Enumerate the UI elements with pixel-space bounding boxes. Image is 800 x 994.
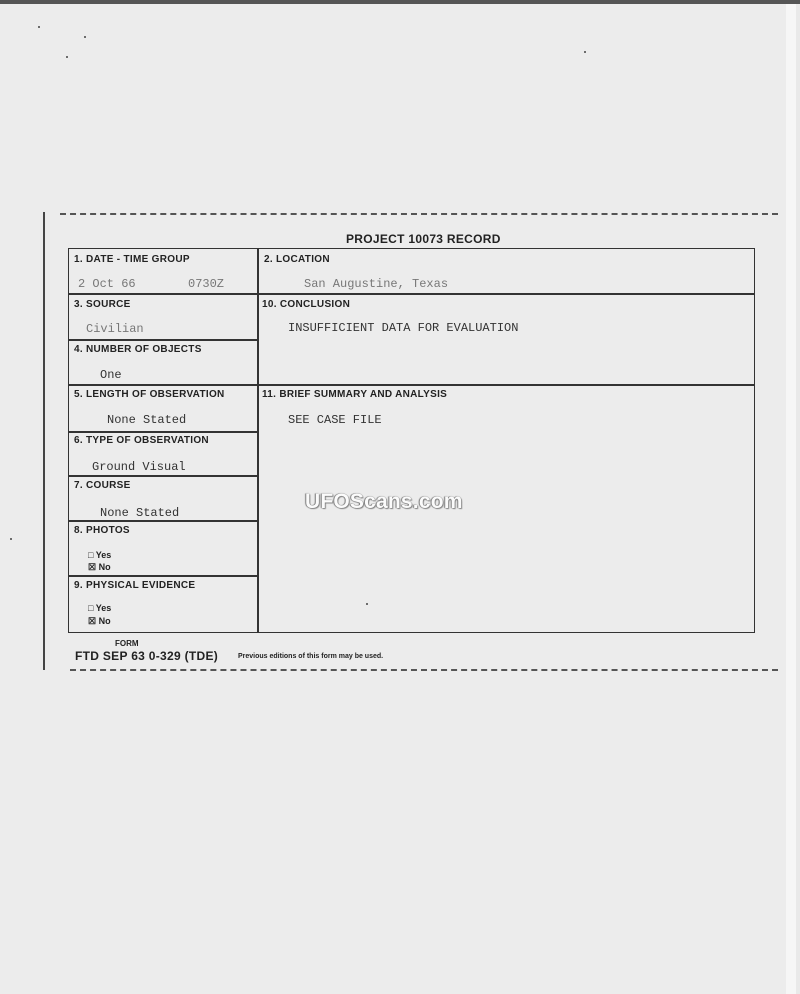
row-divider: [257, 384, 754, 386]
date-value: 2 Oct 66: [78, 277, 136, 291]
row-divider: [69, 431, 259, 433]
row-divider: [257, 293, 754, 295]
scan-speck: [584, 51, 586, 53]
physical-evidence-label: 9. PHYSICAL EVIDENCE: [74, 580, 196, 591]
conclusion-value: INSUFFICIENT DATA FOR EVALUATION: [288, 321, 519, 335]
footer-form-code: FTD SEP 63 0-329 (TDE): [75, 649, 219, 663]
photos-label: 8. PHOTOS: [74, 525, 130, 536]
brief-summary-value: SEE CASE FILE: [288, 413, 382, 427]
brief-summary-label: 11. BRIEF SUMMARY AND ANALYSIS: [262, 389, 448, 400]
time-value: 0730Z: [188, 277, 225, 291]
scan-speck: [66, 56, 68, 58]
type-of-observation-label: 6. TYPE OF OBSERVATION: [74, 435, 209, 446]
scan-top-edge: [0, 0, 800, 4]
number-of-objects-value: One: [100, 368, 122, 382]
source-label: 3. SOURCE: [74, 299, 131, 310]
location-value: San Augustine, Texas: [304, 277, 449, 291]
footer-note: Previous editions of this form may be used.: [238, 653, 384, 660]
length-of-observation-value: None Stated: [107, 413, 187, 427]
course-value: None Stated: [100, 506, 180, 520]
form-title: PROJECT 10073 RECORD: [346, 232, 501, 246]
date-time-label: 1. DATE - TIME GROUP: [74, 254, 190, 265]
row-divider: [69, 575, 259, 577]
row-divider: [69, 293, 259, 295]
location-label: 2. LOCATION: [264, 254, 330, 265]
source-value: Civilian: [86, 322, 144, 336]
row-divider: [69, 475, 259, 477]
form-bottom-border: [70, 669, 778, 671]
photos-no-checkbox[interactable]: ☒ No: [88, 562, 111, 572]
length-of-observation-label: 5. LENGTH OF OBSERVATION: [74, 389, 225, 400]
scan-speck: [10, 538, 12, 540]
scan-speck: [38, 26, 40, 28]
footer-form-word: FORM: [115, 639, 139, 648]
physical-evidence-yes-checkbox[interactable]: □ Yes: [88, 603, 112, 613]
scan-speck: [84, 36, 86, 38]
number-of-objects-label: 4. NUMBER OF OBJECTS: [74, 344, 202, 355]
row-divider: [69, 520, 259, 522]
conclusion-label: 10. CONCLUSION: [262, 299, 351, 310]
photos-yes-checkbox[interactable]: □ Yes: [88, 550, 112, 560]
form-left-border: [43, 212, 45, 670]
watermark: UFOScans.com: [305, 490, 463, 513]
course-label: 7. COURSE: [74, 480, 131, 491]
row-divider: [69, 339, 259, 341]
physical-evidence-no-checkbox[interactable]: ☒ No: [88, 616, 111, 626]
type-of-observation-value: Ground Visual: [92, 460, 186, 474]
form-top-border: [60, 213, 778, 215]
row-divider: [69, 384, 259, 386]
